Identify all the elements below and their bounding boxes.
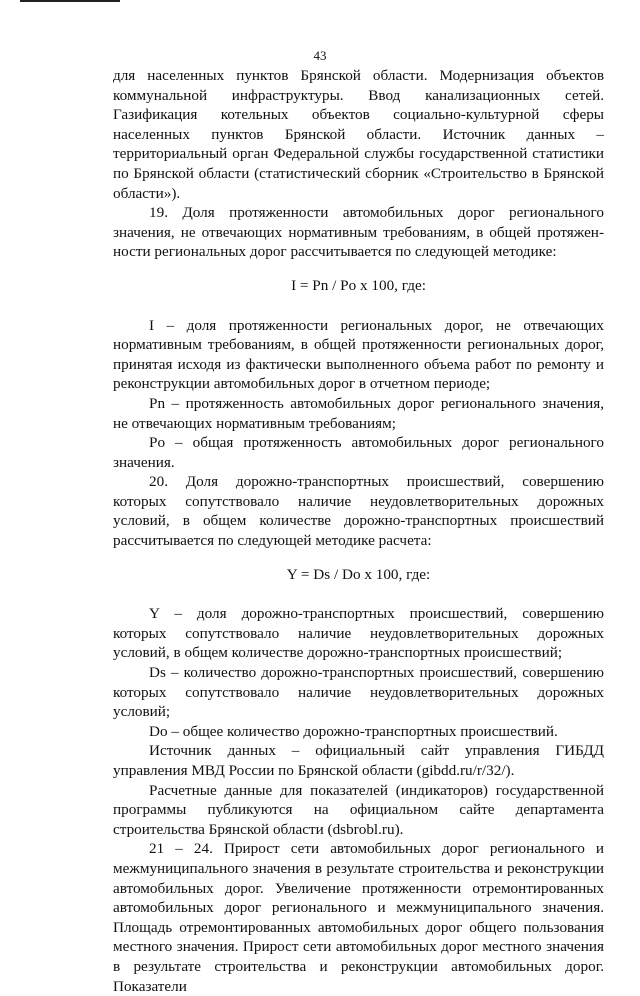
paragraph-definition-pn: Pn – протяженность автомобильных дорог регионального значения, не отвечающих нормативным требованиям; (113, 394, 604, 432)
formula-accidents: Y = Ds / Do х 100, где: (286, 565, 431, 583)
document-body (113, 66, 604, 996)
paragraph-publication: Расчетные данные для показателей (индикаторов) государственной программы публикуются на официальном сайте департамента строительства Брянской области (dsbrobl.ru). (113, 781, 604, 838)
paragraph-definition-ds: Ds – количество дорожно-транспортных происшествий, совершению которых сопутствовало наличие неудовлетворительных дорожных условий; (113, 664, 604, 721)
paragraph-continuation: для населенных пунктов Брянской области. Модернизация объектов коммунальной инфраструктуры. Ввод канализационных сетей. Газификация котельных объектов социально-культурной сферы населенных пунктов Брянской области. Источник данных – территориальный орган Федеральной службы государственной статистики по Брянской области (статистический сборник «Строительство в Брянской области»). (113, 67, 604, 202)
paragraph-item-20: 20. Доля дорожно-транспортных происшествий, совершению которых сопутствовало наличие неудовлетворительных дорожных условий, в общем количестве дорожно-транспортных происшествий рассчитывается по следующей методике расчета: (113, 473, 604, 550)
paragraph-definition-y: Y – доля дорожно-транспортных происшествий, совершению которых сопутствовало наличие неудовлетворительных дорожных условий, в общем количестве дорожно-транспортных происшествий; (113, 605, 604, 662)
formula-roads: I = Pn / Po х 100, где: (291, 276, 426, 294)
paragraph-definition-i: I – доля протяженности региональных дорог, не отвечающих нормативным требованиям, в общей протяженности региональных дорог, принятая исходя из фактически выполненного объема работ по ремонту и реконструкции автомобильных дорог в отчетном периоде; (113, 316, 604, 393)
page-number: 43 (313, 48, 327, 63)
paragraph-definition-po: Po – общая протяженность автомобильных дорог регионального значения. (113, 434, 604, 471)
paragraph-item-19: 19. Доля протяженности автомобильных дорог регионального значения, не отвечающих нормативным требованиям, в общей протяженности региональных дорог рассчитывается по следующей методике: (113, 204, 604, 261)
paragraph-data-source: Источник данных – официальный сайт управления ГИБДД управления МВД России по Брянской области (gibdd.ru/r/32/). (113, 742, 604, 779)
paragraph-items-21-24: 21 – 24. Прирост сети автомобильных дорог регионального и межмуниципального значения в результате строительства и реконструкции автомобильных дорог. Увеличение протяженности отремонтированных автомобильных дорог регионального и межмуниципального значения. Площадь отремонтированных автомобильных дорог общего пользования местного значения. Прирост сети автомобильных дорог местного значения в результате строительства и реконструкции автомобильных дорог. Показатели (113, 840, 604, 995)
paragraph-definition-do: Do – общее количество дорожно-транспортных происшествий. (149, 722, 558, 740)
top-rule (20, 0, 120, 2)
